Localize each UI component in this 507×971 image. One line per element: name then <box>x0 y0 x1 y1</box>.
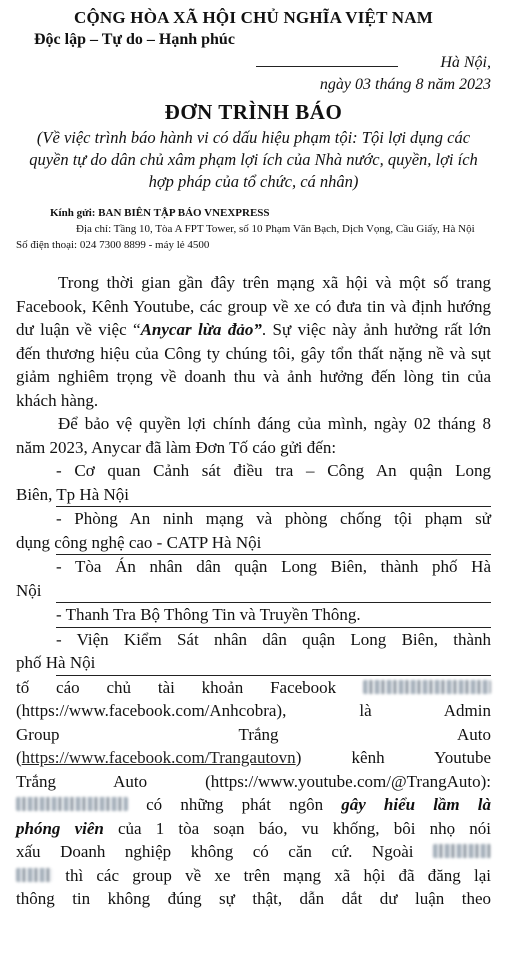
paragraph-1-text-b: . Sự việc này ảnh hưởng rất lớn đến thương hiệu của Công ty chúng tôi, gây tổn thất nặng nề và sụt giảm nghiêm trọng về doanh thu và ảnh hưởng đến lòng tin của khách hàng. <box>16 320 491 410</box>
recipient-item-line-2: dụng công nghệ cao - CATP Hà Nội <box>16 532 262 552</box>
document-subject: (Về việc trình báo hành vi có dấu hiệu phạm tội: Tội lợi dụng các quyền tự do dân chủ xâm phạm lợi ích của Nhà nước, quyền, lợi ích hợp pháp của tổ chức, cá nhân) <box>29 128 478 191</box>
paragraph-3-line: (https://www.facebook.com/Trangautovn) kênh Youtube <box>16 748 491 767</box>
p3-text: có những phát ngôn <box>146 795 324 814</box>
place-underline <box>256 66 398 67</box>
national-title: CỘNG HÒA XÃ HỘI CHỦ NGHĨA VIỆT NAM <box>74 8 433 27</box>
paragraph-2: Để bảo vệ quyền lợi chính đáng của mình, ngày 02 tháng 8 năm 2023, Anycar đã làm Đơn Tố cáo gửi đến: <box>16 414 491 457</box>
addressee-block <box>16 205 491 253</box>
p3-text: thì các group về xe trên mạng xã hội đã đăng lại <box>65 865 491 885</box>
p3-text: xấu Doanh nghiệp không có căn cứ. Ngoài <box>16 842 414 861</box>
paragraph-1-emphasis: Anycar lừa đảo” <box>140 320 262 339</box>
recipient-item-line-1: - Phòng An ninh mạng và phòng chống tội phạm sử <box>56 509 491 528</box>
redacted-name <box>16 797 128 811</box>
place: Hà Nội, <box>440 54 491 71</box>
paragraph-3-line <box>16 793 491 817</box>
p3-text: ) kênh Youtube <box>295 748 491 767</box>
recipient-item-line-2: Biên, Tp Hà Nội <box>16 484 130 504</box>
recipient-item <box>16 459 491 507</box>
p3-emphasis: phóng viên <box>16 818 104 838</box>
paragraph-3-line <box>16 840 491 864</box>
place-row <box>16 52 491 74</box>
recipient-item-line-2: phố Hà Nội <box>16 653 96 672</box>
redacted-name <box>433 844 491 858</box>
paragraph-1-text-a: Trong thời gian gần đây trên mạng xã hội và một số trang Facebook, Kênh Youtube, các group về xe có đưa tin và định hướng dư luận về việc “ <box>16 273 491 339</box>
p3-text: tố cáo chủ tài khoản Facebook <box>16 677 337 697</box>
paragraph-3-line: thông tin không đúng sự thật, dẫn dắt dư luận theo <box>16 889 491 908</box>
recipient-item-line-1: - Tòa Án nhân dân quận Long Biên, thành phố Hà <box>56 557 491 576</box>
recipient-item <box>56 603 491 628</box>
paragraph-3-line <box>16 817 491 841</box>
document-title: ĐƠN TRÌNH BÁO <box>164 100 343 124</box>
p3-text: của 1 tòa soạn báo, vu khống, bôi nhọ nói <box>118 818 491 838</box>
redacted-name <box>16 868 52 882</box>
paragraph-1 <box>16 271 491 412</box>
recipient-item-line-1: - Thanh Tra Bộ Thông Tin và Truyền Thông. <box>56 605 361 624</box>
document-date: ngày 03 tháng 8 năm 2023 <box>319 76 491 93</box>
facebook-link[interactable]: https://www.facebook.com/Trangautovn <box>21 748 296 767</box>
paragraph-3-line <box>16 864 491 888</box>
addressee-address: Địa chỉ: Tầng 10, Tòa A FPT Tower, số 10 Phạm Văn Bạch, Dịch Vọng, Cầu Giấy, Hà Nội <box>76 223 475 235</box>
recipient-item-line-2: Nội <box>16 580 42 600</box>
paragraph-3-line <box>16 676 491 700</box>
addressee-phone: Số điện thoại: 024 7300 8899 - máy lẻ 4500 <box>16 239 210 251</box>
recipient-item-line-1: - Cơ quan Cảnh sát điều tra – Công An quận Long <box>56 461 491 480</box>
document-body <box>16 271 491 911</box>
redacted-name <box>363 680 491 694</box>
recipient-item <box>16 555 491 603</box>
paragraph-3-line: Trắng Auto (https://www.youtube.com/@TrangAuto): <box>16 771 491 791</box>
recipient-item <box>16 507 491 555</box>
paragraph-3-line: Group Trắng Auto <box>16 724 491 744</box>
recipient-list <box>16 459 491 676</box>
p3-emphasis: gây hiểu lầm là <box>341 795 492 814</box>
paragraph-3 <box>16 676 491 911</box>
recipient-item-line-1: - Viện Kiểm Sát nhân dân quận Long Biên, thành <box>56 629 491 649</box>
recipient-item <box>16 628 491 676</box>
paragraph-3-line: (https://www.facebook.com/Anhcobra), là Admin <box>16 701 491 720</box>
national-motto: Độc lập – Tự do – Hạnh phúc <box>34 31 235 48</box>
addressee-to: Kính gửi: BAN BIÊN TẬP BÁO VNEXPRESS <box>50 207 270 219</box>
